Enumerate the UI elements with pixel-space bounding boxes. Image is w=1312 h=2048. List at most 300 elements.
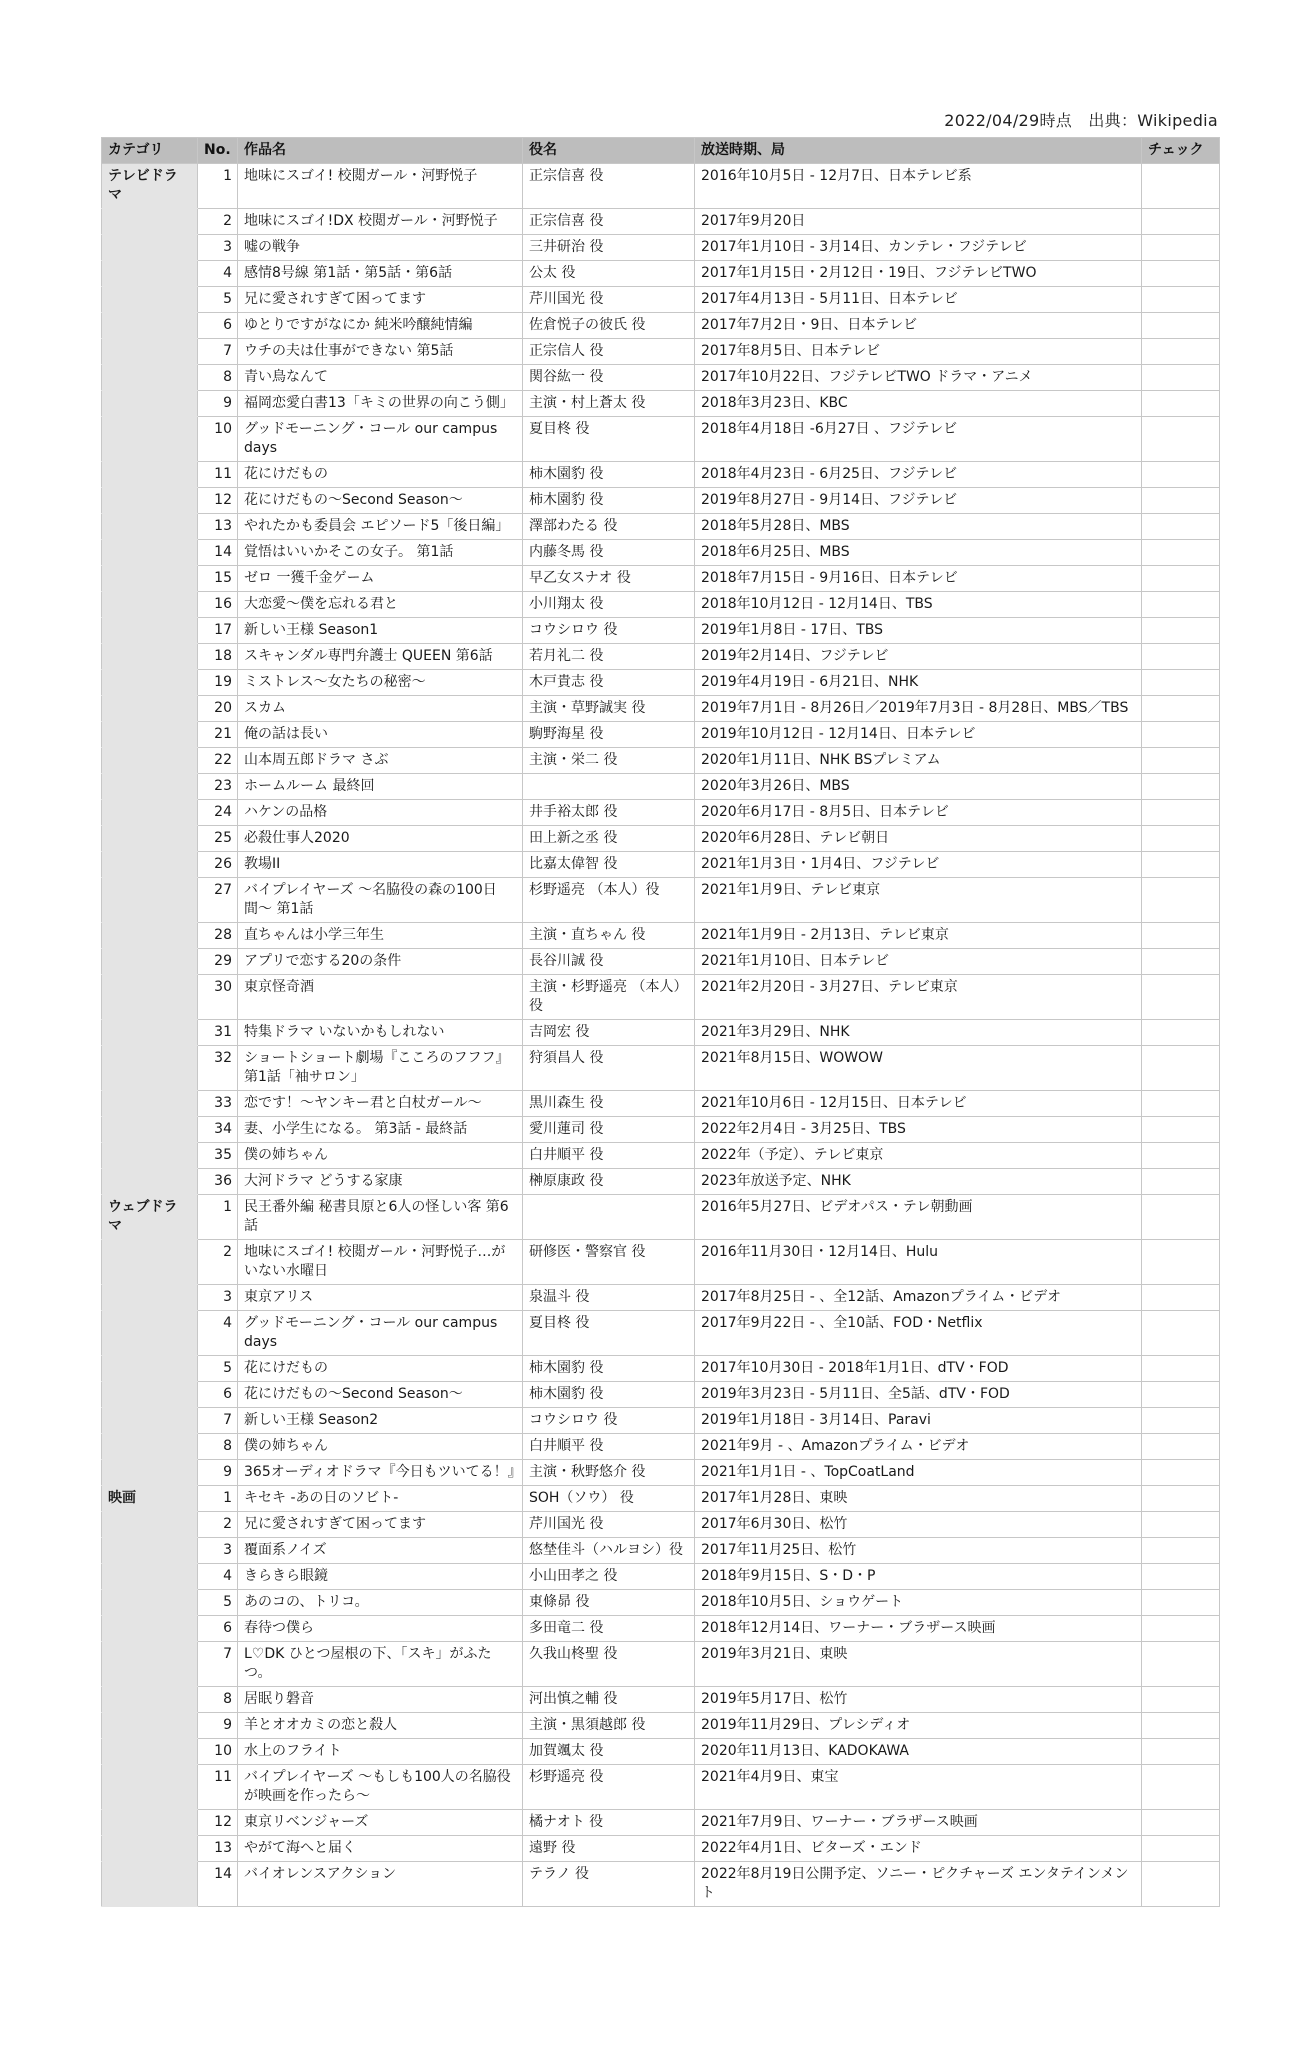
- check-cell: [1142, 1590, 1220, 1616]
- title-cell: 東京怪奇酒: [238, 975, 523, 1020]
- role-cell: 研修医・警察官 役: [523, 1240, 695, 1285]
- title-cell: 花にけだもの〜Second Season〜: [238, 488, 523, 514]
- table-row: [102, 1240, 1220, 1285]
- category-cell: [102, 696, 198, 722]
- airing-cell: 2017年6月30日、松竹: [695, 1512, 1142, 1538]
- no-cell: 6: [198, 1616, 238, 1642]
- category-cell: [102, 774, 198, 800]
- check-cell: [1142, 1642, 1220, 1687]
- title-cell: ハケンの品格: [238, 800, 523, 826]
- title-cell: 春待つ僕ら: [238, 1616, 523, 1642]
- role-cell: 主演・秋野悠介 役: [523, 1460, 695, 1486]
- category-cell: [102, 1356, 198, 1382]
- table-row: [102, 1642, 1220, 1687]
- airing-cell: 2019年2月14日、フジテレビ: [695, 644, 1142, 670]
- table-row: [102, 696, 1220, 722]
- no-cell: 5: [198, 1590, 238, 1616]
- title-cell: 東京アリス: [238, 1285, 523, 1311]
- no-cell: 14: [198, 1862, 238, 1907]
- airing-cell: 2017年1月10日 - 3月14日、カンテレ・フジテレビ: [695, 235, 1142, 261]
- role-cell: 柿木園豹 役: [523, 462, 695, 488]
- table-row: [102, 1117, 1220, 1143]
- airing-cell: 2021年1月3日・1月4日、フジテレビ: [695, 852, 1142, 878]
- check-cell: [1142, 1862, 1220, 1907]
- no-cell: 25: [198, 826, 238, 852]
- check-cell: [1142, 949, 1220, 975]
- airing-cell: 2019年7月1日 - 8月26日／2019年7月3日 - 8月28日、MBS／TBS: [695, 696, 1142, 722]
- title-cell: バイオレンスアクション: [238, 1862, 523, 1907]
- check-cell: [1142, 1285, 1220, 1311]
- role-cell: 東條昴 役: [523, 1590, 695, 1616]
- table-row: [102, 826, 1220, 852]
- airing-cell: 2022年（予定）、テレビ東京: [695, 1143, 1142, 1169]
- role-cell: 井手裕太郎 役: [523, 800, 695, 826]
- airing-cell: 2022年8月19日公開予定、ソニー・ピクチャーズ エンタテインメント: [695, 1862, 1142, 1907]
- no-cell: 10: [198, 1739, 238, 1765]
- category-cell: [102, 417, 198, 462]
- check-cell: [1142, 1091, 1220, 1117]
- check-cell: [1142, 462, 1220, 488]
- check-cell: [1142, 391, 1220, 417]
- table-row: [102, 261, 1220, 287]
- role-cell: 主演・杉野遥亮 （本人）役: [523, 975, 695, 1020]
- title-cell: 兄に愛されすぎて困ってます: [238, 1512, 523, 1538]
- role-cell: 杉野遥亮 （本人）役: [523, 878, 695, 923]
- table-row: [102, 1810, 1220, 1836]
- table-row: [102, 462, 1220, 488]
- title-cell: 新しい王様 Season2: [238, 1408, 523, 1434]
- airing-cell: 2018年7月15日 - 9月16日、日本テレビ: [695, 566, 1142, 592]
- header-role: 役名: [523, 138, 695, 164]
- table-row: [102, 488, 1220, 514]
- title-cell: 地味にスゴイ! 校閲ガール・河野悦子…がいない水曜日: [238, 1240, 523, 1285]
- title-cell: ゆとりですがなにか 純米吟醸純情編: [238, 313, 523, 339]
- no-cell: 18: [198, 644, 238, 670]
- role-cell: 小川翔太 役: [523, 592, 695, 618]
- no-cell: 5: [198, 1356, 238, 1382]
- check-cell: [1142, 1356, 1220, 1382]
- title-cell: 民王番外編 秘書貝原と6人の怪しい客 第6話: [238, 1195, 523, 1240]
- airing-cell: 2019年5月17日、松竹: [695, 1687, 1142, 1713]
- category-cell: [102, 618, 198, 644]
- table-row: [102, 1143, 1220, 1169]
- table-row: [102, 1460, 1220, 1486]
- title-cell: やがて海へと届く: [238, 1836, 523, 1862]
- role-cell: 遠野 役: [523, 1836, 695, 1862]
- airing-cell: 2017年1月28日、東映: [695, 1486, 1142, 1512]
- no-cell: 8: [198, 365, 238, 391]
- category-cell: [102, 748, 198, 774]
- header-category: カテゴリ: [102, 138, 198, 164]
- no-cell: 11: [198, 1765, 238, 1810]
- no-cell: 4: [198, 1564, 238, 1590]
- category-cell: [102, 313, 198, 339]
- check-cell: [1142, 923, 1220, 949]
- table-row: [102, 1311, 1220, 1356]
- check-cell: [1142, 514, 1220, 540]
- no-cell: 34: [198, 1117, 238, 1143]
- no-cell: 21: [198, 722, 238, 748]
- table-row: [102, 209, 1220, 235]
- title-cell: やれたかも委員会 エピソード5「後日編」: [238, 514, 523, 540]
- category-cell: [102, 1240, 198, 1285]
- table-row: [102, 949, 1220, 975]
- role-cell: 田上新之丞 役: [523, 826, 695, 852]
- check-cell: [1142, 209, 1220, 235]
- role-cell: 三井研治 役: [523, 235, 695, 261]
- airing-cell: 2022年2月4日 - 3月25日、TBS: [695, 1117, 1142, 1143]
- role-cell: 主演・草野誠実 役: [523, 696, 695, 722]
- title-cell: きらきら眼鏡: [238, 1564, 523, 1590]
- table-row: [102, 1538, 1220, 1564]
- no-cell: 32: [198, 1046, 238, 1091]
- check-cell: [1142, 1836, 1220, 1862]
- title-cell: 感情8号線 第1話・第5話・第6話: [238, 261, 523, 287]
- check-cell: [1142, 1311, 1220, 1356]
- check-cell: [1142, 566, 1220, 592]
- airing-cell: 2018年12月14日、ワーナー・ブラザース映画: [695, 1616, 1142, 1642]
- title-cell: 花にけだもの: [238, 462, 523, 488]
- title-cell: 大恋愛〜僕を忘れる君と: [238, 592, 523, 618]
- title-cell: グッドモーニング・コール our campus days: [238, 1311, 523, 1356]
- table-row: [102, 1713, 1220, 1739]
- check-cell: [1142, 1240, 1220, 1285]
- category-cell: [102, 339, 198, 365]
- no-cell: 8: [198, 1687, 238, 1713]
- no-cell: 14: [198, 540, 238, 566]
- category-cell: [102, 1862, 198, 1907]
- airing-cell: 2021年3月29日、NHK: [695, 1020, 1142, 1046]
- table-row: [102, 923, 1220, 949]
- check-cell: [1142, 417, 1220, 462]
- airing-cell: 2018年5月28日、MBS: [695, 514, 1142, 540]
- airing-cell: 2018年4月23日 - 6月25日、フジテレビ: [695, 462, 1142, 488]
- category-cell: [102, 923, 198, 949]
- role-cell: 久我山柊聖 役: [523, 1642, 695, 1687]
- table-row: [102, 566, 1220, 592]
- role-cell: 河出慎之輔 役: [523, 1687, 695, 1713]
- role-cell: 柿木園豹 役: [523, 1382, 695, 1408]
- no-cell: 4: [198, 1311, 238, 1356]
- role-cell: 長谷川誠 役: [523, 949, 695, 975]
- airing-cell: 2019年1月8日 - 17日、TBS: [695, 618, 1142, 644]
- airing-cell: 2018年10月12日 - 12月14日、TBS: [695, 592, 1142, 618]
- role-cell: 正宗信人 役: [523, 339, 695, 365]
- role-cell: 白井順平 役: [523, 1434, 695, 1460]
- role-cell: 主演・村上蒼太 役: [523, 391, 695, 417]
- role-cell: 主演・黒須越郎 役: [523, 1713, 695, 1739]
- category-cell: [102, 261, 198, 287]
- no-cell: 1: [198, 1486, 238, 1512]
- airing-cell: 2021年1月9日 - 2月13日、テレビ東京: [695, 923, 1142, 949]
- role-cell: 駒野海星 役: [523, 722, 695, 748]
- role-cell: 木戸貴志 役: [523, 670, 695, 696]
- no-cell: 27: [198, 878, 238, 923]
- table-row: [102, 417, 1220, 462]
- airing-cell: 2020年6月17日 - 8月5日、日本テレビ: [695, 800, 1142, 826]
- airing-cell: 2017年10月22日、フジテレビTWO ドラマ・アニメ: [695, 365, 1142, 391]
- title-cell: ミストレス〜女たちの秘密〜: [238, 670, 523, 696]
- role-cell: 芹川国光 役: [523, 287, 695, 313]
- category-cell: [102, 800, 198, 826]
- category-cell: [102, 949, 198, 975]
- check-cell: [1142, 722, 1220, 748]
- role-cell: 多田竜二 役: [523, 1616, 695, 1642]
- title-cell: 地味にスゴイ! 校閲ガール・河野悦子: [238, 164, 523, 209]
- table-row: [102, 975, 1220, 1020]
- title-cell: 嘘の戦争: [238, 235, 523, 261]
- role-cell: テラノ 役: [523, 1862, 695, 1907]
- airing-cell: 2021年8月15日、WOWOW: [695, 1046, 1142, 1091]
- airing-cell: 2017年11月25日、松竹: [695, 1538, 1142, 1564]
- title-cell: 俺の話は長い: [238, 722, 523, 748]
- category-cell: [102, 1434, 198, 1460]
- role-cell: 澤部わたる 役: [523, 514, 695, 540]
- title-cell: 365オーディオドラマ『今日もツいてる！』: [238, 1460, 523, 1486]
- title-cell: 大河ドラマ どうする家康: [238, 1169, 523, 1195]
- no-cell: 26: [198, 852, 238, 878]
- header-airing: 放送時期、局: [695, 138, 1142, 164]
- role-cell: 主演・栄二 役: [523, 748, 695, 774]
- title-cell: 直ちゃんは小学三年生: [238, 923, 523, 949]
- airing-cell: 2016年5月27日、ビデオパス・テレ朝動画: [695, 1195, 1142, 1240]
- airing-cell: 2019年3月23日 - 5月11日、全5話、dTV・FOD: [695, 1382, 1142, 1408]
- no-cell: 1: [198, 1195, 238, 1240]
- airing-cell: 2017年9月22日 - 、全10話、FOD・Netflix: [695, 1311, 1142, 1356]
- role-cell: 柿木園豹 役: [523, 1356, 695, 1382]
- check-cell: [1142, 1434, 1220, 1460]
- category-cell: [102, 1382, 198, 1408]
- category-cell: [102, 566, 198, 592]
- table-row: [102, 748, 1220, 774]
- category-cell: [102, 540, 198, 566]
- role-cell: SOH（ソウ） 役: [523, 1486, 695, 1512]
- category-cell: [102, 1512, 198, 1538]
- role-cell: 加賀颯太 役: [523, 1739, 695, 1765]
- check-cell: [1142, 287, 1220, 313]
- title-cell: 覚悟はいいかそこの女子。 第1話: [238, 540, 523, 566]
- title-cell: ゼロ 一獲千金ゲーム: [238, 566, 523, 592]
- category-cell: 映画: [102, 1486, 198, 1512]
- role-cell: 白井順平 役: [523, 1143, 695, 1169]
- table-row: [102, 287, 1220, 313]
- airing-cell: 2018年3月23日、KBC: [695, 391, 1142, 417]
- table-row: [102, 592, 1220, 618]
- check-cell: [1142, 826, 1220, 852]
- title-cell: アプリで恋する20の条件: [238, 949, 523, 975]
- check-cell: [1142, 339, 1220, 365]
- role-cell: 正宗信喜 役: [523, 164, 695, 209]
- table-row: [102, 164, 1220, 209]
- role-cell: [523, 1195, 695, 1240]
- no-cell: 13: [198, 1836, 238, 1862]
- check-cell: [1142, 1713, 1220, 1739]
- category-cell: [102, 670, 198, 696]
- category-cell: [102, 1590, 198, 1616]
- check-cell: [1142, 592, 1220, 618]
- table-row: [102, 1356, 1220, 1382]
- category-cell: [102, 1143, 198, 1169]
- table-row: [102, 852, 1220, 878]
- check-cell: [1142, 1810, 1220, 1836]
- role-cell: コウシロウ 役: [523, 618, 695, 644]
- category-cell: [102, 514, 198, 540]
- table-row: [102, 644, 1220, 670]
- airing-cell: 2020年1月11日、NHK BSプレミアム: [695, 748, 1142, 774]
- title-cell: 居眠り磐音: [238, 1687, 523, 1713]
- airing-cell: 2021年1月9日、テレビ東京: [695, 878, 1142, 923]
- no-cell: 9: [198, 1713, 238, 1739]
- check-cell: [1142, 696, 1220, 722]
- airing-cell: 2016年11月30日・12月14日、Hulu: [695, 1240, 1142, 1285]
- table-row: [102, 391, 1220, 417]
- role-cell: 吉岡宏 役: [523, 1020, 695, 1046]
- category-cell: [102, 722, 198, 748]
- no-cell: 10: [198, 417, 238, 462]
- table-row: [102, 339, 1220, 365]
- role-cell: 狩須昌人 役: [523, 1046, 695, 1091]
- check-cell: [1142, 1382, 1220, 1408]
- table-header-row: [102, 138, 1220, 164]
- category-cell: [102, 462, 198, 488]
- no-cell: 7: [198, 339, 238, 365]
- role-cell: 佐倉悦子の彼氏 役: [523, 313, 695, 339]
- no-cell: 2: [198, 209, 238, 235]
- no-cell: 15: [198, 566, 238, 592]
- title-cell: スキャンダル専門弁護士 QUEEN 第6話: [238, 644, 523, 670]
- table-row: [102, 540, 1220, 566]
- check-cell: [1142, 1687, 1220, 1713]
- title-cell: 覆面系ノイズ: [238, 1538, 523, 1564]
- title-cell: 僕の姉ちゃん: [238, 1434, 523, 1460]
- check-cell: [1142, 878, 1220, 923]
- no-cell: 9: [198, 391, 238, 417]
- category-cell: [102, 1616, 198, 1642]
- airing-cell: 2020年6月28日、テレビ朝日: [695, 826, 1142, 852]
- category-cell: [102, 209, 198, 235]
- header-title: 作品名: [238, 138, 523, 164]
- check-cell: [1142, 852, 1220, 878]
- table-row: [102, 1765, 1220, 1810]
- airing-cell: 2022年4月1日、ビターズ・エンド: [695, 1836, 1142, 1862]
- title-cell: あのコの、トリコ。: [238, 1590, 523, 1616]
- title-cell: バイプレイヤーズ 〜名脇役の森の100日間〜 第1話: [238, 878, 523, 923]
- no-cell: 1: [198, 164, 238, 209]
- role-cell: [523, 774, 695, 800]
- category-cell: [102, 975, 198, 1020]
- table-row: [102, 1687, 1220, 1713]
- table-row: [102, 1285, 1220, 1311]
- category-cell: [102, 1810, 198, 1836]
- title-cell: 新しい王様 Season1: [238, 618, 523, 644]
- title-cell: 花にけだもの: [238, 1356, 523, 1382]
- table-row: [102, 235, 1220, 261]
- table-row: [102, 365, 1220, 391]
- source-note: 2022/04/29時点 出典：Wikipedia: [944, 111, 1218, 130]
- check-cell: [1142, 975, 1220, 1020]
- no-cell: 33: [198, 1091, 238, 1117]
- title-cell: 福岡恋愛白書13「キミの世界の向こう側」: [238, 391, 523, 417]
- no-cell: 16: [198, 592, 238, 618]
- role-cell: 橘ナオト 役: [523, 1810, 695, 1836]
- category-cell: [102, 1285, 198, 1311]
- role-cell: 悠埜佳斗（ハルヨシ）役: [523, 1538, 695, 1564]
- check-cell: [1142, 1143, 1220, 1169]
- category-cell: [102, 1836, 198, 1862]
- check-cell: [1142, 1512, 1220, 1538]
- category-cell: [102, 1642, 198, 1687]
- no-cell: 2: [198, 1512, 238, 1538]
- title-cell: ホームルーム 最終回: [238, 774, 523, 800]
- airing-cell: 2021年4月9日、東宝: [695, 1765, 1142, 1810]
- no-cell: 11: [198, 462, 238, 488]
- check-cell: [1142, 748, 1220, 774]
- no-cell: 24: [198, 800, 238, 826]
- role-cell: 愛川蓮司 役: [523, 1117, 695, 1143]
- table-row: [102, 1195, 1220, 1240]
- no-cell: 7: [198, 1408, 238, 1434]
- category-cell: [102, 1460, 198, 1486]
- category-cell: [102, 1046, 198, 1091]
- check-cell: [1142, 164, 1220, 209]
- category-cell: [102, 878, 198, 923]
- title-cell: 花にけだもの〜Second Season〜: [238, 1382, 523, 1408]
- airing-cell: 2017年10月30日 - 2018年1月1日、dTV・FOD: [695, 1356, 1142, 1382]
- category-cell: [102, 1117, 198, 1143]
- airing-cell: 2021年2月20日 - 3月27日、テレビ東京: [695, 975, 1142, 1020]
- category-cell: ウェブドラマ: [102, 1195, 198, 1240]
- category-cell: [102, 365, 198, 391]
- title-cell: ショートショート劇場『こころのフフフ』第1話「袖サロン」: [238, 1046, 523, 1091]
- title-cell: L♡DK ひとつ屋根の下、「スキ」がふたつ。: [238, 1642, 523, 1687]
- no-cell: 13: [198, 514, 238, 540]
- role-cell: 公太 役: [523, 261, 695, 287]
- airing-cell: 2017年8月5日、日本テレビ: [695, 339, 1142, 365]
- category-cell: [102, 1765, 198, 1810]
- airing-cell: 2018年4月18日 -6月27日 、フジテレビ: [695, 417, 1142, 462]
- title-cell: 山本周五郎ドラマ さぶ: [238, 748, 523, 774]
- airing-cell: 2021年9月 - 、Amazonプライム・ビデオ: [695, 1434, 1142, 1460]
- check-cell: [1142, 261, 1220, 287]
- airing-cell: 2017年1月15日・2月12日・19日、フジテレビTWO: [695, 261, 1142, 287]
- role-cell: 杉野遥亮 役: [523, 1765, 695, 1810]
- table-row: [102, 1169, 1220, 1195]
- category-cell: [102, 1408, 198, 1434]
- role-cell: コウシロウ 役: [523, 1408, 695, 1434]
- no-cell: 30: [198, 975, 238, 1020]
- table-row: [102, 1739, 1220, 1765]
- category-cell: [102, 826, 198, 852]
- no-cell: 6: [198, 1382, 238, 1408]
- check-cell: [1142, 540, 1220, 566]
- table-row: [102, 722, 1220, 748]
- role-cell: 若月礼二 役: [523, 644, 695, 670]
- category-cell: [102, 391, 198, 417]
- check-cell: [1142, 618, 1220, 644]
- no-cell: 28: [198, 923, 238, 949]
- title-cell: 恋です！〜ヤンキー君と白杖ガール〜: [238, 1091, 523, 1117]
- no-cell: 3: [198, 235, 238, 261]
- role-cell: 夏目柊 役: [523, 417, 695, 462]
- category-cell: [102, 1538, 198, 1564]
- category-cell: [102, 1713, 198, 1739]
- check-cell: [1142, 235, 1220, 261]
- title-cell: 特集ドラマ いないかもしれない: [238, 1020, 523, 1046]
- role-cell: 内藤冬馬 役: [523, 540, 695, 566]
- no-cell: 20: [198, 696, 238, 722]
- check-cell: [1142, 1169, 1220, 1195]
- title-cell: バイプレイヤーズ 〜もしも100人の名脇役が映画を作ったら〜: [238, 1765, 523, 1810]
